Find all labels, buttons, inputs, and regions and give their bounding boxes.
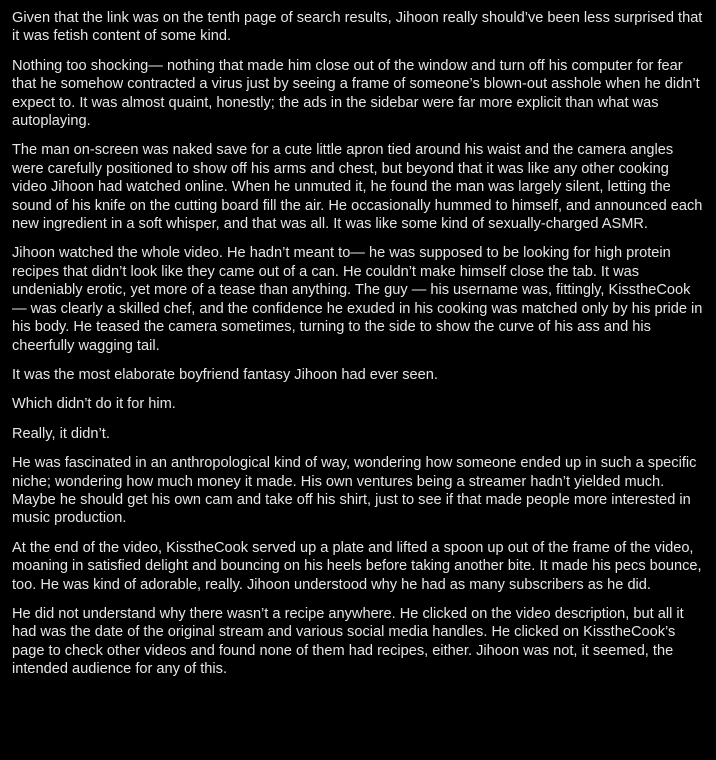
paragraph-5: It was the most elaborate boyfriend fantasy Jihoon had ever seen. <box>12 366 438 383</box>
paragraph-3: The man on-screen was naked save for a cute little apron tied around his waist and the camera angles were carefully positioned to show off his arms and chest, but beyond that it was like any other cooking video Jihoon had watched online. When he unmuted it, he found the man was largely silent, letting the sound of his knife on the cutting board fill the air. He occasionally hummed to himself, and announced each new ingredient in a soft whisper, and that was all. It was like some kind of sexually-charged ASMR. <box>12 142 703 233</box>
paragraph-2: Nothing too shocking— nothing that made him close out of the window and turn off his computer for fear that he somehow contracted a virus just by seeing a frame of someone’s blown-out asshole when he didn’t expect to. It was almost quaint, honestly; the ads in the sidebar were far more explicit than what was autoplaying. <box>12 57 700 130</box>
paragraph-4: Jihoon watched the whole video. He hadn’t meant to— he was supposed to be looking for high protein recipes that didn’t look like they came out of a can. He couldn’t make himself close the tab. It was undeniably erotic, yet more of a tease than anything. The guy — his username was, fittingly, KisstheCook — was clearly a skilled chef, and the confidence he exuded in his cooking was matched only by his pride in his body. He teased the camera sometimes, turning to the side to show the curve of his ass and his cheerfully wagging tail. <box>12 245 703 354</box>
paragraph-6: Which didn’t do it for him. <box>12 396 176 413</box>
paragraph-7: Really, it didn’t. <box>12 425 110 442</box>
paragraph-10: He did not understand why there wasn’t a recipe anywhere. He clicked on the video description, but all it had was the date of the original stream and various social media handles. He clicked on KisstheCook’s page to check other videos and found none of them had recipes, either. Jihoon was not, it seemed, the intended audience for any of this. <box>12 605 684 678</box>
paragraph-1: Given that the link was on the tenth page of search results, Jihoon really should’ve been less surprised that it was fetish content of some kind. <box>12 10 703 45</box>
paragraph-8: He was fascinated in an anthropological kind of way, wondering how someone ended up in such a specific niche; wondering how much money it made. His own ventures being a streamer hadn’t yielded much. Maybe he should get his own cam and take off his shirt, just to see if that made people more interested in music production. <box>12 455 697 527</box>
paragraph-9: At the end of the video, KisstheCook served up a plate and lifted a spoon up out of the frame of the video, moaning in satisfied delight and bouncing on his heels before taking another bite. It made his pecs bounce, too. He was kind of adorable, really. Jihoon understood why he had as many subscribers as he did. <box>12 539 702 593</box>
